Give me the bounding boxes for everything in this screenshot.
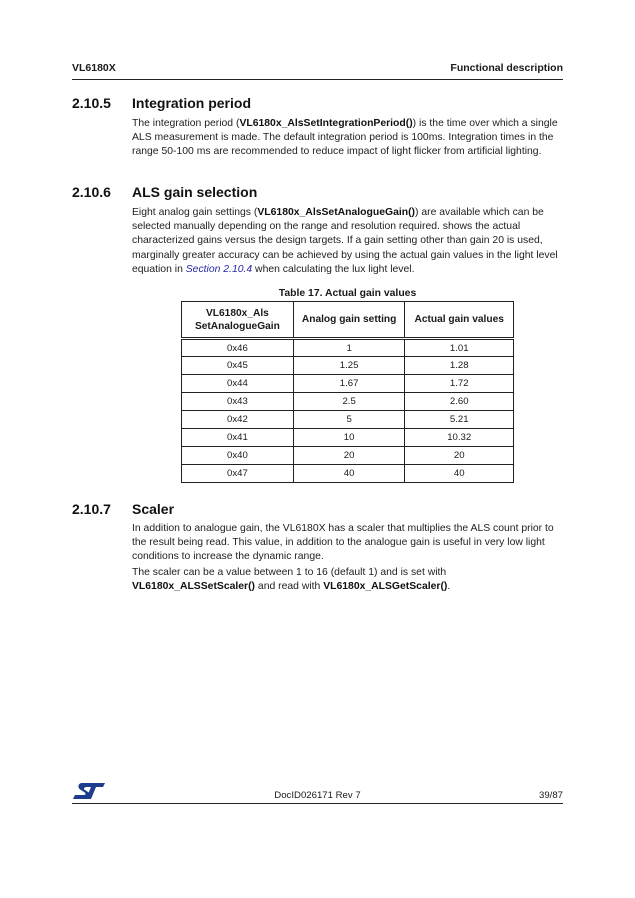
section-title: Integration period	[132, 95, 251, 111]
cell-analog-gain: 10	[293, 429, 405, 447]
table-row	[182, 429, 514, 447]
function-name: VL6180x_ALSGetScaler()	[323, 581, 448, 593]
section-2-10-4-link[interactable]: Section 2.10.4	[185, 263, 253, 275]
cell-register: 0x43	[182, 393, 294, 411]
als-gain-paragraph	[132, 206, 564, 277]
section-number: 2.10.5	[72, 95, 111, 111]
cell-analog-gain: 1.67	[293, 375, 405, 393]
integration-period-paragraph	[132, 117, 564, 160]
text-run: ) are available which can be selected manually depending on the range and resolution required. shows the actual characterized gains versus the design targets. If a gain setting other than gain 20 is used, marginally greater accuracy can be achieved by using the actual gain values in the light level equation in	[132, 207, 558, 275]
text-run: when calculating the lux light level.	[252, 263, 415, 275]
cell-analog-gain: 1.25	[293, 357, 405, 375]
actual-gain-values-table	[181, 301, 514, 483]
cell-register: 0x46	[182, 339, 294, 357]
scaler-paragraph-1: In addition to analogue gain, the VL6180X has a scaler that multiplies the ALS count prior to the result being read. This value, in addition to the analogue gain is useful in very low light conditions to increase the dynamic range.	[132, 523, 554, 563]
page-number: 39/87	[538, 790, 563, 801]
cell-analog-gain: 2.5	[293, 393, 405, 411]
chapter-title: Functional description	[450, 62, 563, 74]
table-caption: Table 17. Actual gain values	[278, 288, 417, 299]
cell-register: 0x45	[182, 357, 294, 375]
column-header-register	[182, 302, 294, 339]
column-header-actual-gain: Actual gain values	[405, 302, 514, 339]
cell-actual-gain: 20	[405, 447, 514, 465]
header-line: VL6180x_Als	[205, 307, 269, 319]
scaler-paragraph-2	[132, 566, 564, 594]
table-row	[182, 357, 514, 375]
cell-actual-gain: 1.28	[405, 357, 514, 375]
cell-analog-gain: 20	[293, 447, 405, 465]
text-run: and read with	[255, 581, 324, 593]
cell-analog-gain: 40	[293, 465, 405, 483]
column-header-analog-gain: Analog gain setting	[293, 302, 405, 339]
header-line: SetAnalogueGain	[194, 320, 280, 332]
cell-actual-gain: 2.60	[405, 393, 514, 411]
cell-analog-gain: 5	[293, 411, 405, 429]
page-header	[72, 62, 563, 80]
cell-actual-gain: 5.21	[405, 411, 514, 429]
function-name: VL6180x_ALSSetScaler()	[132, 581, 256, 593]
page-footer	[72, 782, 563, 804]
text-run: The scaler can be a value between 1 to 16 (default 1) and is set with	[132, 567, 447, 578]
cell-actual-gain: 10.32	[405, 429, 514, 447]
cell-register: 0x41	[182, 429, 294, 447]
table-row	[182, 465, 514, 483]
cell-actual-gain: 1.01	[405, 339, 514, 357]
table-row	[182, 339, 514, 357]
text-run: The integration period (	[132, 118, 240, 129]
cell-actual-gain: 1.72	[405, 375, 514, 393]
cell-register: 0x44	[182, 375, 294, 393]
section-title: ALS gain selection	[132, 184, 258, 200]
table-row	[182, 411, 514, 429]
cell-register: 0x42	[182, 411, 294, 429]
table-header-row	[182, 302, 514, 339]
section-number: 2.10.6	[72, 184, 111, 200]
function-name: VL6180x_AlsSetAnalogueGain()	[257, 207, 415, 218]
cell-register: 0x40	[182, 447, 294, 465]
cell-register: 0x47	[182, 465, 294, 483]
document-id: DocID026171 Rev 7	[274, 790, 361, 801]
text-run: .	[447, 581, 451, 593]
cell-actual-gain: 40	[405, 465, 514, 483]
table-row	[182, 375, 514, 393]
function-name: VL6180x_AlsSetIntegrationPeriod()	[239, 118, 413, 129]
table-row	[182, 447, 514, 465]
table-row	[182, 393, 514, 411]
cell-analog-gain: 1	[293, 339, 405, 357]
section-title: Scaler	[132, 501, 175, 517]
text-run: Eight analog gain settings (	[132, 207, 258, 218]
section-number: 2.10.7	[72, 501, 111, 517]
text-run: ) is the time over which a single ALS measurement is made. The default integration period is 100ms. Integration times in the range 50-100 ms are recommended to reduce impact of light flicker from artificial lighting.	[132, 118, 558, 158]
document-product-name: VL6180X	[72, 62, 116, 74]
